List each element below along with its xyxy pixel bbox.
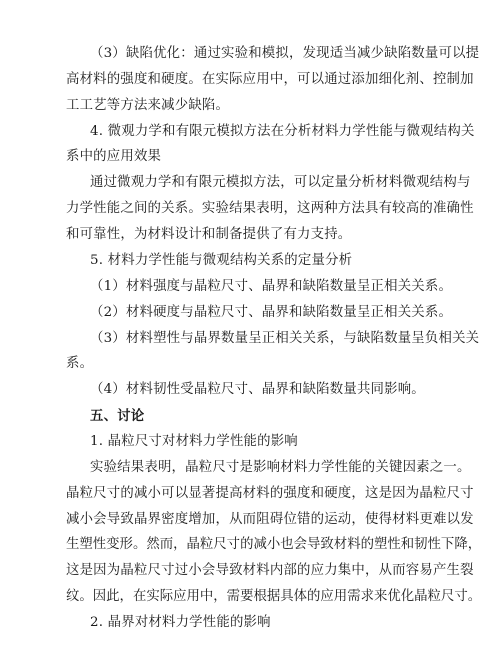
section-title: 2. 晶界对材料力学性能的影响	[90, 615, 271, 630]
section-title: 5. 材料力学性能与微观结构关系的定量分析	[90, 253, 353, 268]
paragraph-line: 减小会导致晶界密度增加，从而阻碍位错的运动，使得材料更难以发	[66, 512, 474, 527]
list-item: （3）材料塑性与晶界数量呈正相关关系，与缺陷数量呈负相关关	[90, 331, 480, 346]
paragraph-line: 力学性能之间的关系。实验结果表明，这两种方法具有较高的准确性	[66, 201, 474, 216]
section-title: 4. 微观力学和有限元模拟方法在分析材料力学性能与微观结构关	[90, 124, 475, 139]
paragraph-line: 晶粒尺寸的减小可以显著提高材料的强度和硬度，这是因为晶粒尺寸	[66, 486, 474, 501]
paragraph-line: 高材料的强度和硬度。在实际应用中，可以通过添加细化剂、控制加	[66, 72, 474, 87]
list-item: （2）材料硬度与晶粒尺寸、晶界和缺陷数量呈正相关关系。	[90, 305, 453, 320]
paragraph-line: 生塑性变形。然而，晶粒尺寸的减小也会导致材料的塑性和韧性下降，	[66, 537, 482, 552]
paragraph-line: 实验结果表明，晶粒尺寸是影响材料力学性能的关键因素之一。	[90, 460, 471, 475]
section-title: 系中的应用效果	[66, 149, 162, 164]
paragraph-line: 通过微观力学和有限元模拟方法，可以定量分析材料微观结构与	[90, 175, 471, 190]
list-item: 系。	[66, 356, 94, 371]
paragraph-line: 纹。因此，在实际应用中，需要根据具体的应用需求来优化晶粒尺寸。	[66, 589, 482, 604]
paragraph-line: 工工艺等方法来减少缺陷。	[66, 98, 230, 113]
section-title: 1. 晶粒尺寸对材料力学性能的影响	[90, 434, 298, 449]
chapter-heading: 五、讨论	[90, 408, 145, 424]
list-item: （1）材料强度与晶粒尺寸、晶界和缺陷数量呈正相关关系。	[90, 279, 453, 294]
paragraph-line: （3）缺陷优化：通过实验和模拟，发现适当减少缺陷数量可以提	[90, 46, 480, 61]
paragraph-line: 这是因为晶粒尺寸过小会导致材料内部的应力集中，从而容易产生裂	[66, 563, 474, 578]
paragraph-line: 和可靠性，为材料设计和制备提供了有力支持。	[66, 227, 352, 242]
list-item: （4）材料韧性受晶粒尺寸、晶界和缺陷数量共同影响。	[90, 382, 425, 397]
